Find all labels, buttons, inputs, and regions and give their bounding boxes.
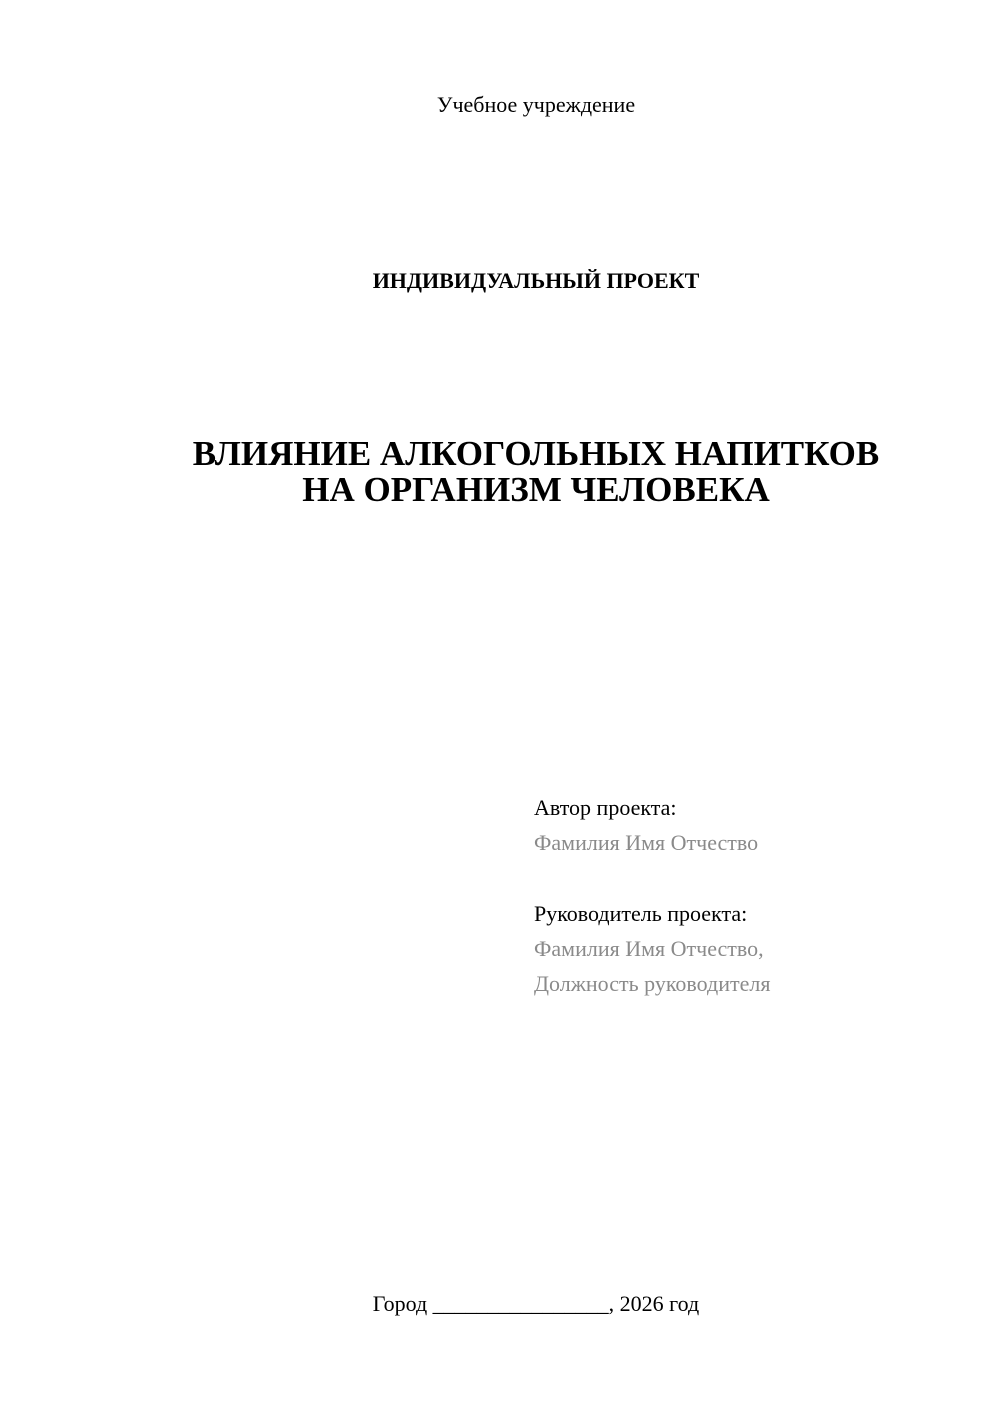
supervisor-name: Фамилия Имя Отчество, (534, 936, 764, 961)
project-type-heading: ИНДИВИДУАЛЬНЫЙ ПРОЕКТ (372, 268, 700, 293)
author-label: Автор проекта: (534, 795, 677, 820)
city-year-footer: Город ________________, 2026 год (372, 1291, 700, 1316)
institution-name: Учебное учреждение (436, 92, 636, 117)
authors-block (534, 790, 974, 1001)
project-title-line-2: НА ОРГАНИЗМ ЧЕЛОВЕКА (302, 470, 770, 509)
author-name: Фамилия Имя Отчество (534, 830, 759, 855)
supervisor-position: Должность руководителя (534, 971, 771, 996)
project-title (0, 436, 1000, 508)
project-title-line-1: ВЛИЯНИЕ АЛКОГОЛЬНЫХ НАПИТКОВ (192, 434, 880, 473)
authors-spacer (534, 860, 974, 896)
supervisor-label: Руководитель проекта: (534, 901, 748, 926)
